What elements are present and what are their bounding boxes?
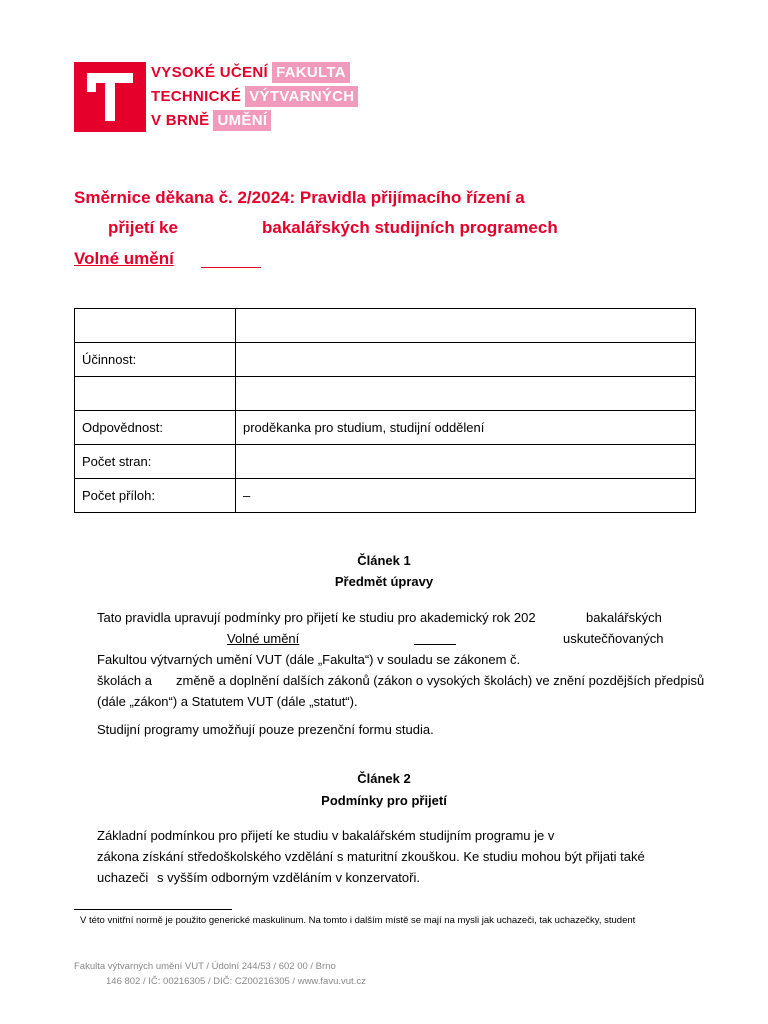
logo-text: VÝTVARNÝCH [245, 86, 358, 107]
table-value: – [236, 479, 696, 513]
table-label: Počet stran: [75, 445, 236, 479]
logo-text: VYSOKÉ UČENÍ [151, 64, 268, 81]
table-row [75, 309, 696, 343]
article-2-number: Článek 2 [357, 771, 411, 786]
article-1-text: (dále „zákon“) a Statutem VUT (dále „statut“). [97, 694, 358, 709]
title-blank-line [201, 249, 261, 268]
article-2-heading: Podmínky pro přijetí [321, 793, 447, 808]
footer-address: Fakulta výtvarných umění VUT / Údolní 244/53 / 602 00 / Brno [74, 961, 336, 972]
document-title-line-2b: bakalářských studijních programech [262, 218, 558, 237]
document-title-program: Volné umění [74, 249, 174, 268]
table-value [236, 343, 696, 377]
table-row [75, 343, 696, 377]
document-title-line-2a: přijetí ke [108, 218, 178, 237]
table-row [75, 377, 696, 411]
article-1-text: bakalářských [586, 610, 662, 625]
logo-row-2 [151, 86, 358, 107]
article-1-text: uskutečňovaných [563, 631, 664, 646]
table-row [75, 479, 696, 513]
article-1-text: Studijní programy umožňují pouze prezenční formu studia. [97, 722, 434, 737]
article-2-text: uchazeči [97, 870, 149, 885]
table-label: Účinnost: [75, 343, 236, 377]
logo-text: FAKULTA [272, 62, 350, 83]
article-1-blank-line [414, 631, 456, 645]
table-row [75, 445, 696, 479]
logo-row-1 [151, 62, 350, 83]
table-label: Odpovědnost: [75, 411, 236, 445]
table-value [236, 377, 696, 411]
footnote-divider [74, 909, 232, 910]
footer-ids: 146 802 / IČ: 00216305 / DIČ: CZ00216305 / www.favu.vut.cz [106, 976, 366, 987]
article-1-text: změně a doplnění dalších zákonů (zákon o vysokých školách) ve znění pozdějších předpisů [176, 673, 705, 688]
table-value [236, 309, 696, 343]
vut-logo-icon [74, 62, 146, 132]
logo-text: TECHNICKÉ [151, 88, 242, 105]
logo-text: V BRNĚ [151, 112, 210, 129]
footnote-text: V této vnitřní normě je použito generické maskulinum. Na tomto i dalším místě se mají na mysli jak uchazeči, tak uchazečky, student [80, 915, 636, 926]
table-row [75, 411, 696, 445]
article-1-heading: Předmět úpravy [334, 574, 434, 589]
article-1-text: školách a [97, 673, 152, 688]
article-1-number: Článek 1 [357, 553, 411, 568]
article-1-text: Tato pravidla upravují podmínky pro přijetí ke studiu pro akademický rok 202 [97, 610, 536, 625]
article-2-text: Základní podmínkou pro přijetí ke studiu v bakalářském studijním programu je v [97, 828, 555, 843]
article-1-program-name: Volné umění [227, 631, 300, 646]
document-info-table [74, 308, 696, 513]
table-label: Počet příloh: [75, 479, 236, 513]
table-label [75, 377, 236, 411]
article-2-text: zákona získání středoškolského vzdělání s maturitní zkouškou. Ke studiu mohou být přijati také [97, 849, 645, 864]
document-title-line-1: Směrnice děkana č. 2/2024: Pravidla přijímacího řízení a [74, 188, 525, 207]
table-value: proděkanka pro studium, studijní oddělení [236, 411, 696, 445]
logo-row-3 [151, 110, 271, 131]
table-value [236, 445, 696, 479]
logo-text: UMĚNÍ [213, 110, 271, 131]
table-label [75, 309, 236, 343]
article-1-text: Fakultou výtvarných umění VUT (dále „Fakulta“) v souladu se zákonem č. [97, 652, 521, 667]
article-2-text: s vyšším odborným vzděláním v konzervatoři. [157, 870, 420, 885]
